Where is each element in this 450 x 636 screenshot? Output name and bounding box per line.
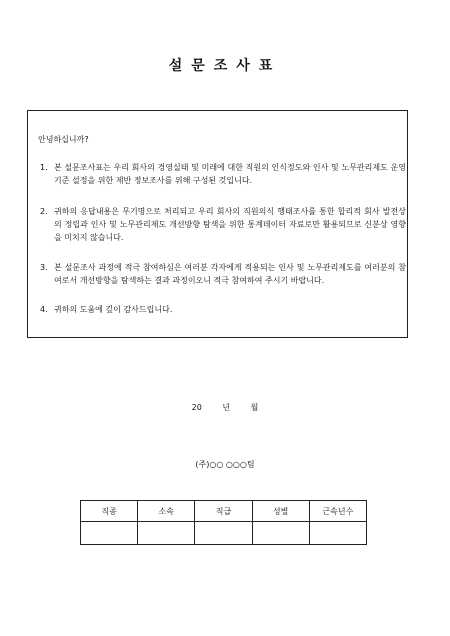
cell-years-of-service[interactable] — [309, 522, 366, 545]
item-number: 1. — [40, 163, 48, 172]
company-team-line: (주)○○ ○○○팀 — [195, 460, 255, 469]
header-years-of-service: 근속년수 — [309, 501, 366, 522]
table-header-row — [81, 501, 367, 522]
cell-department[interactable] — [138, 522, 195, 545]
greeting-text: 안녕하십니까? — [38, 135, 89, 144]
item-number: 2. — [40, 207, 48, 216]
intro-item-4 — [40, 303, 406, 316]
item-text: 귀하의 도움에 깊이 감사드립니다. — [54, 305, 173, 314]
table-row — [81, 522, 367, 545]
intro-item-3 — [40, 261, 406, 287]
header-rank: 직급 — [195, 501, 252, 522]
header-department: 소속 — [138, 501, 195, 522]
date-line: 20 년 월 — [191, 403, 259, 412]
header-gender: 성별 — [252, 501, 309, 522]
item-text: 본 설문조사표는 우리 회사의 경영실태 및 미래에 대한 직원의 인식정도와 인사 및 노무관리제도 운영기준 설정을 위한 제반 정보조사를 위해 구성된 것입니다. — [54, 163, 406, 185]
intro-box — [27, 110, 408, 338]
cell-job-type[interactable] — [81, 522, 138, 545]
intro-item-2 — [40, 205, 406, 244]
survey-title: 설문조사표 — [168, 58, 282, 74]
cell-rank[interactable] — [195, 522, 252, 545]
item-number: 4. — [40, 305, 48, 314]
header-job-type: 직종 — [81, 501, 138, 522]
intro-item-1 — [40, 161, 406, 187]
item-text: 본 설문조사 과정에 적극 참여하심은 여러분 각자에게 적용되는 인사 및 노무관리제도를 여러분의 참여로서 개선방향을 탐색하는 결과 과정이오니 적극 참여하여 주시기 바랍니다. — [54, 263, 406, 285]
item-number: 3. — [40, 263, 48, 272]
cell-gender[interactable] — [252, 522, 309, 545]
respondent-info-table — [80, 500, 367, 545]
item-text: 귀하의 응답내용은 무기명으로 처리되고 우리 회사의 직원의식 행태조사를 통한 합리적 회사 발전상의 정립과 인사 및 노무관리제도 개선방향 탐색을 위한 통계데이터 자료로만 활용되므로 신분상 영향을 미치지 않습니다. — [54, 207, 406, 242]
